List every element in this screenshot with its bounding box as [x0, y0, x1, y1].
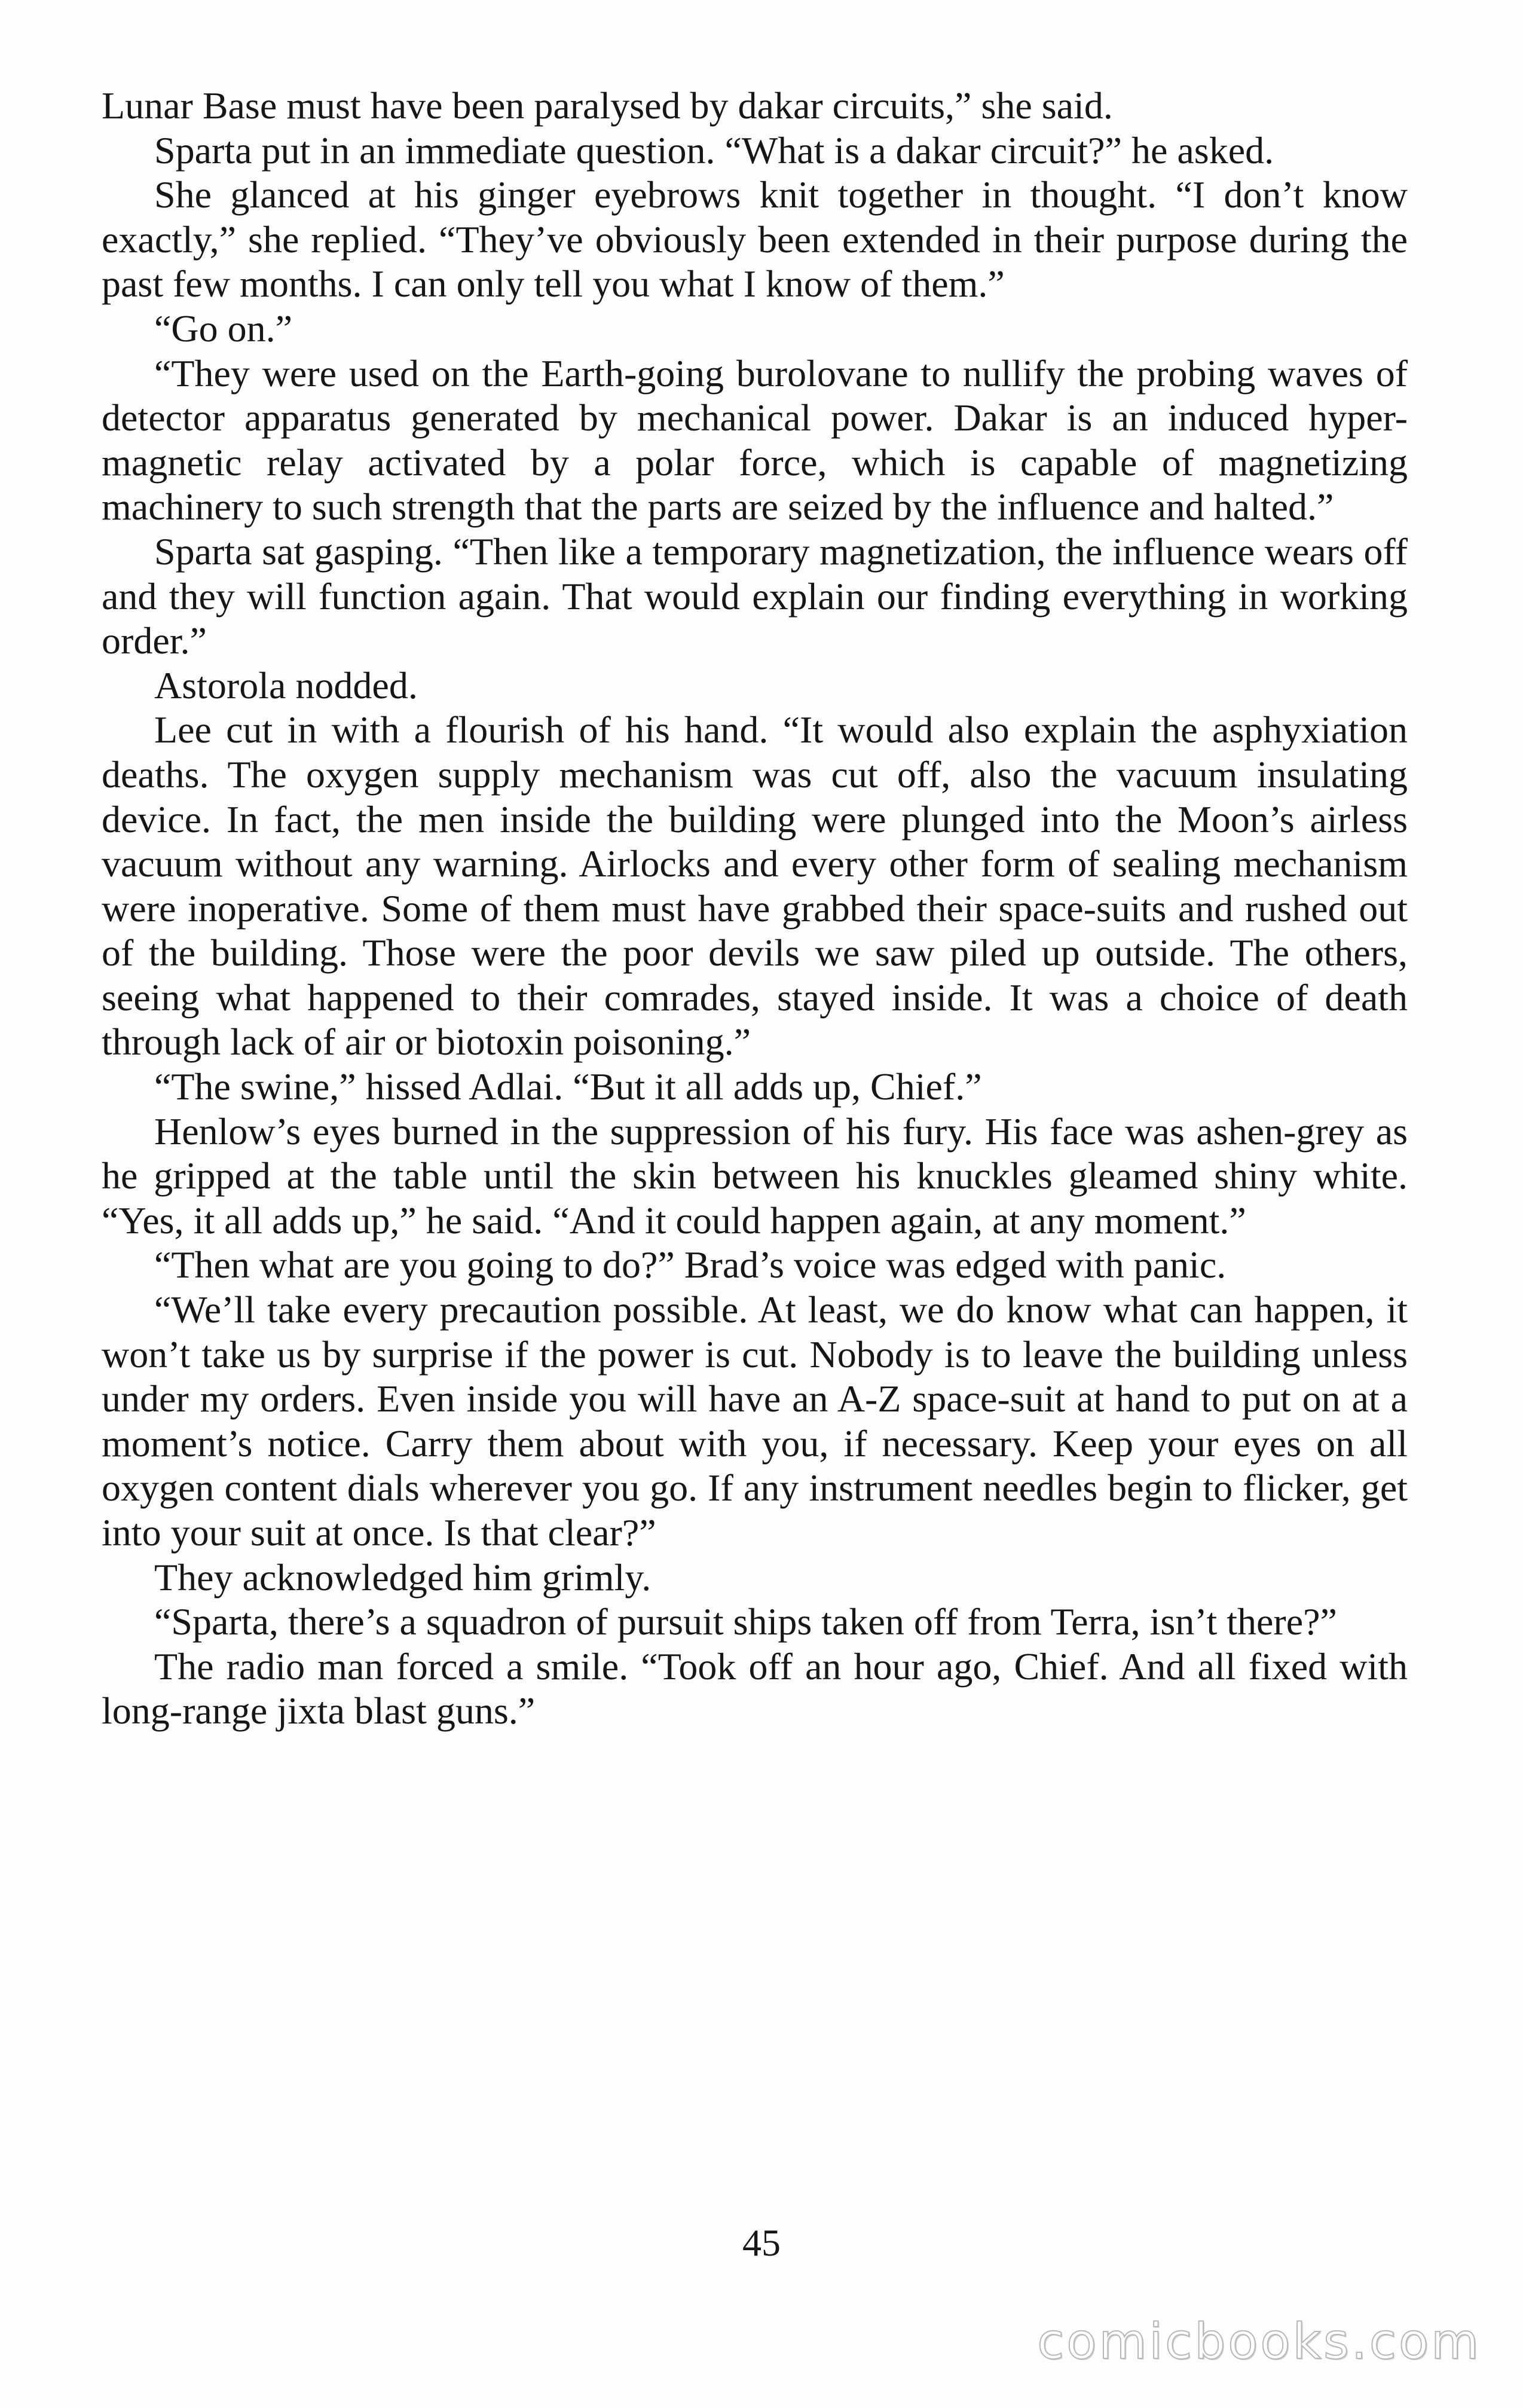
paragraph: Sparta sat gasping. “Then like a temporary magnetization, the influence wears off and they will function again. That would explain our finding everything in working order.”: [102, 530, 1408, 662]
body-text: [102, 84, 1408, 1734]
paragraph: Lee cut in with a flourish of his hand. “It would also explain the asphyxiation deaths. The oxygen supply mechanism was cut off, also the vacuum insulating device. In fact, the men inside the building were plunged into the Moon’s airless vacuum without any warning. Airlocks and every other form of sealing mechanism were inoperative. Some of them must have grabbed their space-suits and rushed out of the building. Those were the poor devils we saw piled up outside. The others, seeing what happened to their comrades, stayed inside. It was a choice of death through lack of air or biotoxin poisoning.”: [102, 708, 1408, 1064]
paragraph: Sparta put in an immediate question. “What is a dakar circuit?” he asked.: [154, 129, 1274, 172]
paragraph: They acknowledged him grimly.: [154, 1556, 652, 1599]
paragraph: “Sparta, there’s a squadron of pursuit ships taken off from Terra, isn’t there?”: [154, 1600, 1337, 1643]
paragraph: “Go on.”: [154, 307, 293, 350]
paragraph: Henlow’s eyes burned in the suppression of his fury. His face was ashen-grey as he gripped at the table until the skin between his knuckles gleamed shiny white. “Yes, it all adds up,” he said. “And it could happen again, at any moment.”: [102, 1110, 1408, 1242]
paragraph: She glanced at his ginger eyebrows knit together in thought. “I don’t know exactly,” she replied. “They’ve obviously been extended in their purpose during the past few months. I can only tell you what I know of them.”: [102, 173, 1408, 305]
paragraph: The radio man forced a smile. “Took off an hour ago, Chief. And all fixed with long-range jixta blast guns.”: [102, 1645, 1408, 1732]
page-number: 45: [742, 2221, 781, 2264]
paragraph: Lunar Base must have been paralysed by dakar circuits,” she said.: [102, 84, 1113, 127]
paragraph: “We’ll take every precaution possible. At least, we do know what can happen, it won’t take us by surprise if the power is cut. Nobody is to leave the building unless under my orders. Even inside you will have an A-Z space-suit at hand to put on at a moment’s notice. Carry them about with you, if necessary. Keep your eyes on all oxygen content dials wherever you go. If any instrument needles begin to flicker, get into your suit at once. Is that clear?”: [102, 1288, 1408, 1554]
paragraph: “They were used on the Earth-going burolovane to nullify the probing waves of detector apparatus generated by mechanical power. Dakar is an induced hyper-magnetic relay activated by a polar force, which is capable of magnetizing machinery to such strength that the parts are seized by the influence and halted.”: [102, 352, 1408, 528]
watermark: comicbooks.com: [1037, 2314, 1481, 2370]
paragraph: Astorola nodded.: [154, 664, 418, 707]
paragraph: “The swine,” hissed Adlai. “But it all adds up, Chief.”: [154, 1065, 982, 1108]
paragraph: “Then what are you going to do?” Brad’s voice was edged with panic.: [154, 1243, 1227, 1286]
